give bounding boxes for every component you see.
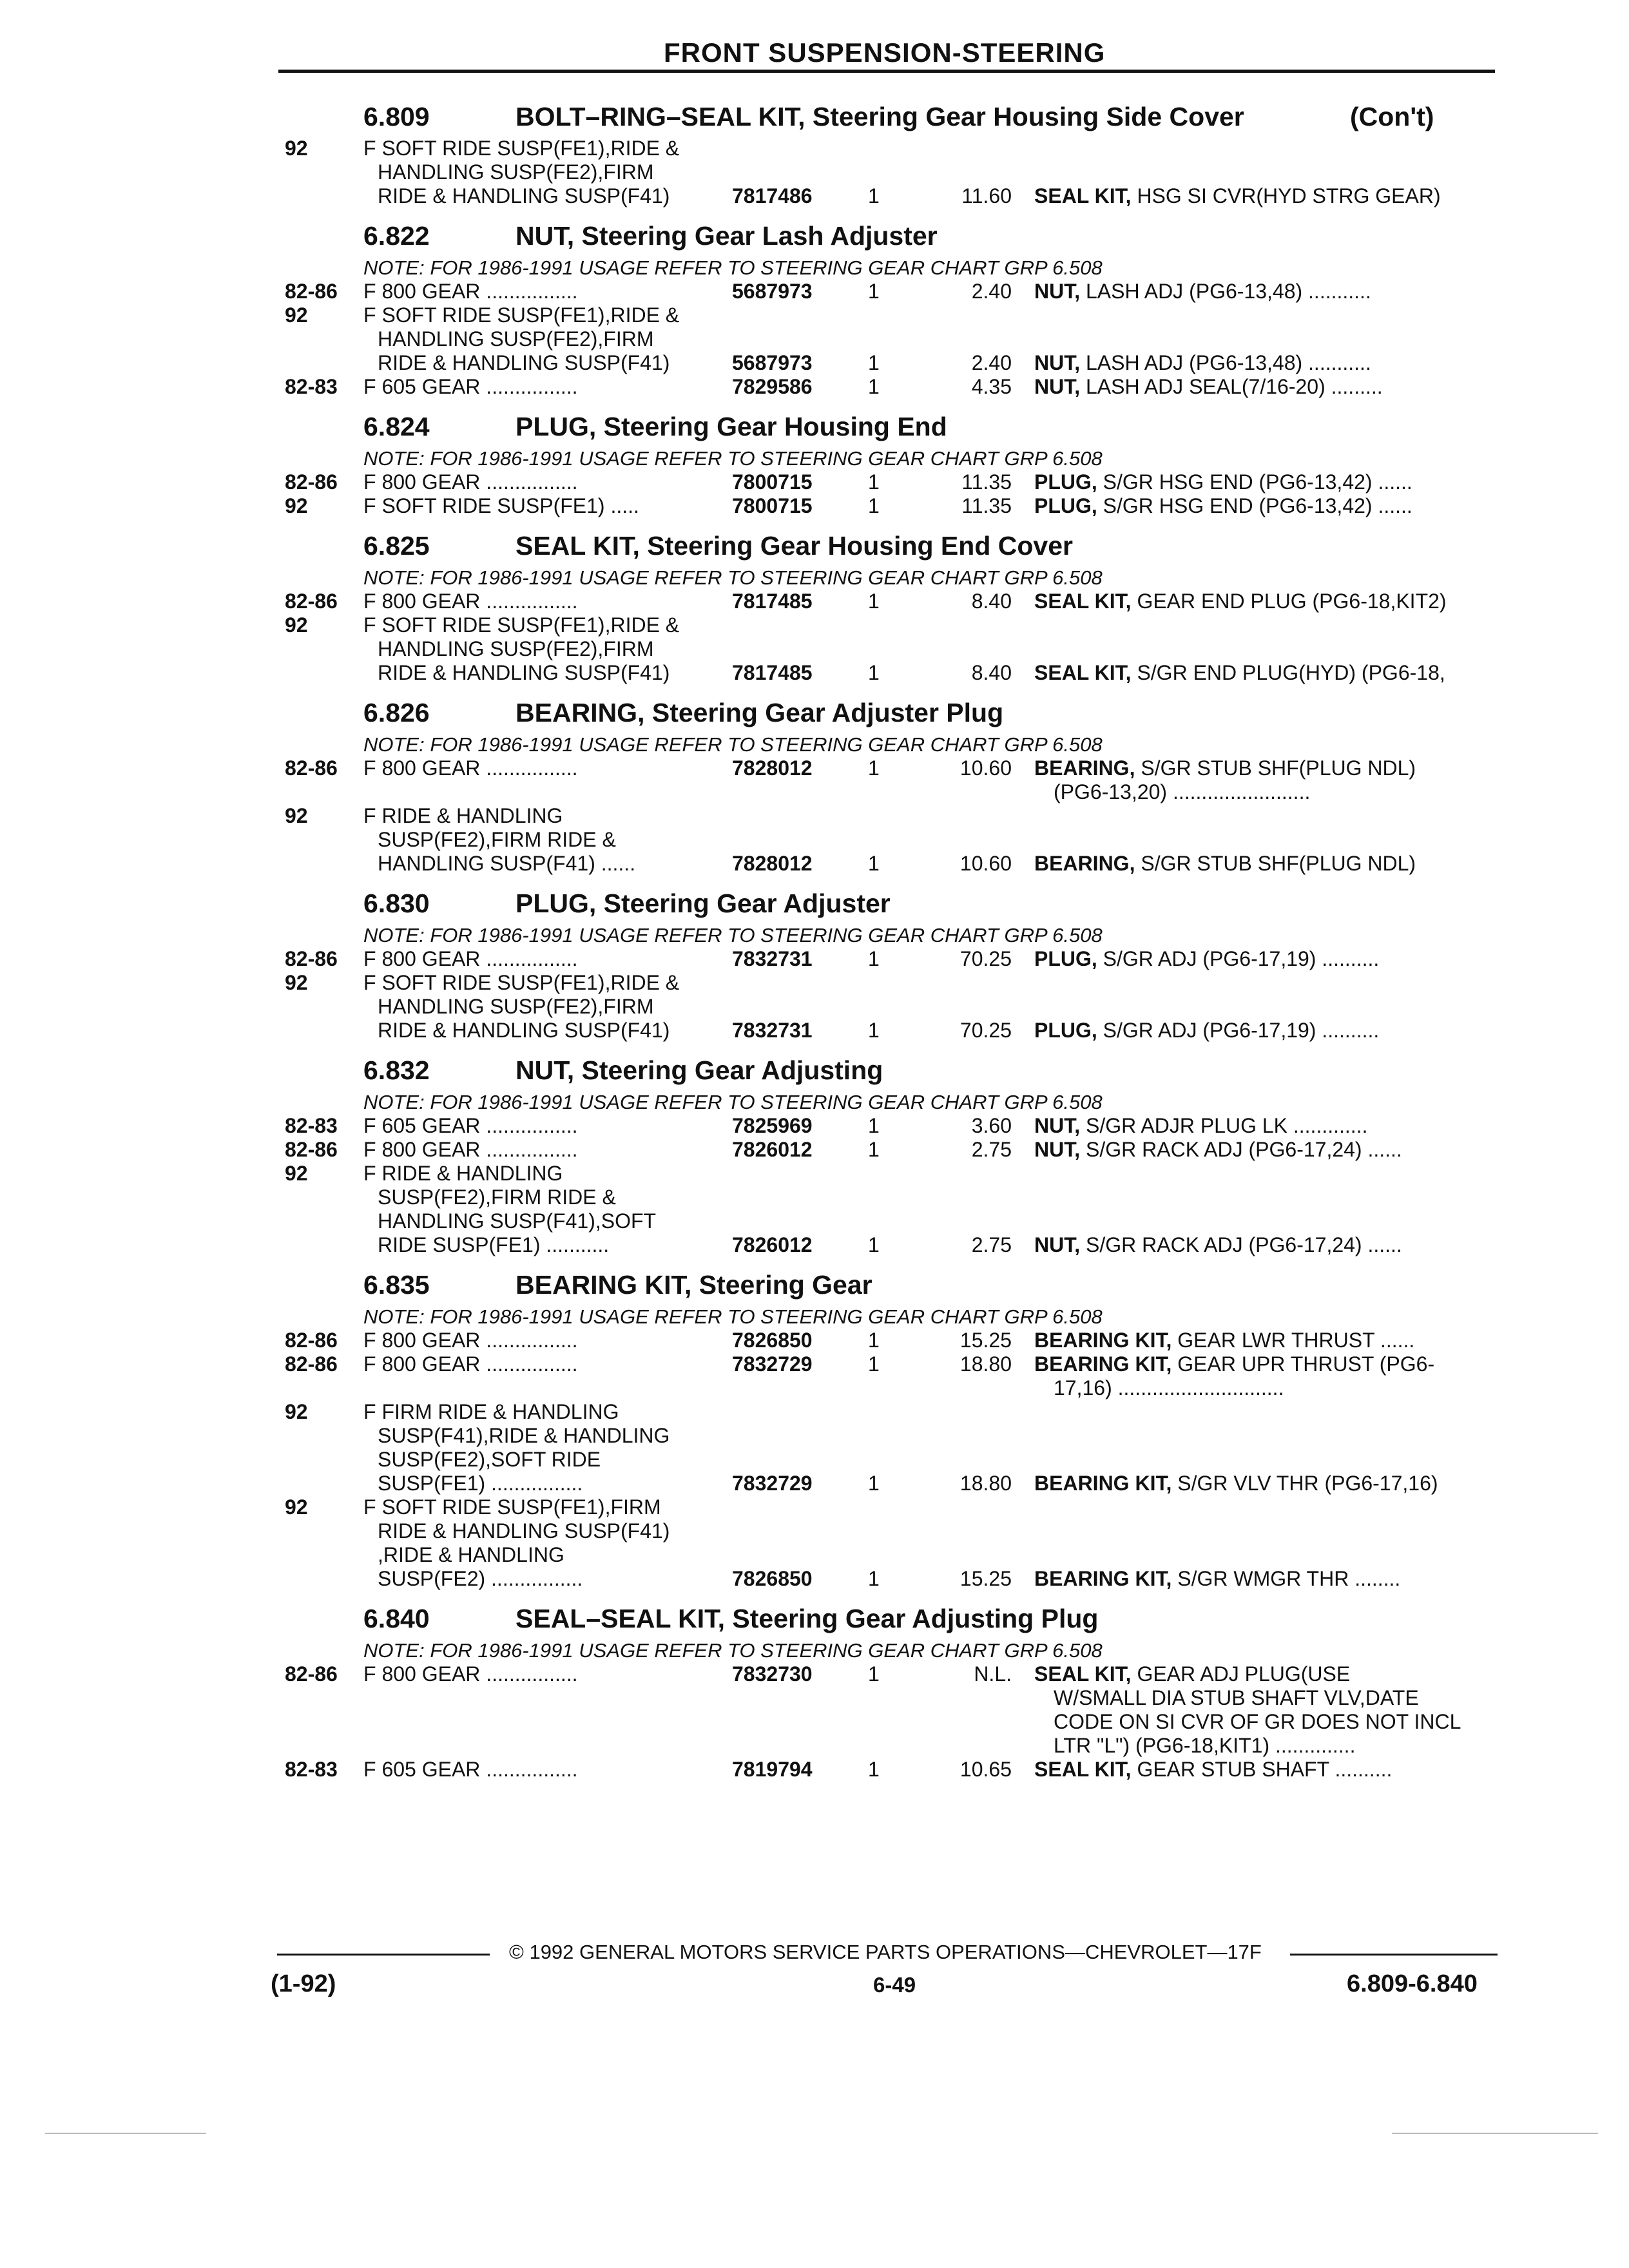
application-description: SUSP(FE2),SOFT RIDE bbox=[378, 1448, 601, 1471]
item-description bbox=[1034, 1233, 1402, 1257]
application-description: F 800 GEAR ................ bbox=[363, 1352, 578, 1376]
application-description: F SOFT RIDE SUSP(FE1) ..... bbox=[363, 494, 639, 517]
section-note: NOTE: FOR 1986-1991 USAGE REFER TO STEERING GEAR CHART GRP 6.508 bbox=[363, 447, 1103, 470]
model-year: 82-86 bbox=[285, 947, 338, 970]
item-detail: (PG6-13,20) ........................ bbox=[1054, 780, 1311, 803]
table-row bbox=[277, 1734, 1501, 1758]
footer-rule-left bbox=[277, 1954, 490, 1956]
item-description bbox=[1054, 1710, 1461, 1734]
item-name: PLUG, bbox=[1034, 1019, 1097, 1042]
quantity: 1 bbox=[868, 1138, 880, 1161]
section-heading bbox=[277, 1270, 1501, 1300]
item-name: SEAL KIT, bbox=[1034, 661, 1132, 684]
application-description: SUSP(FE1) ................ bbox=[378, 1472, 583, 1495]
item-name: SEAL KIT, bbox=[1034, 184, 1132, 207]
item-description bbox=[1034, 494, 1412, 518]
price: 11.60 bbox=[961, 184, 1012, 207]
section-number: 6.824 bbox=[363, 412, 430, 441]
table-row bbox=[277, 1686, 1501, 1710]
application-description: HANDLING SUSP(FE2),FIRM bbox=[378, 160, 654, 184]
item-name: BEARING, bbox=[1034, 852, 1135, 875]
quantity: 1 bbox=[868, 661, 880, 684]
quantity: 1 bbox=[868, 756, 880, 780]
item-description bbox=[1034, 756, 1416, 780]
application-description: F 800 GEAR ................ bbox=[363, 1138, 578, 1161]
section-note: NOTE: FOR 1986-1991 USAGE REFER TO STEERING GEAR CHART GRP 6.508 bbox=[363, 1091, 1103, 1113]
item-description bbox=[1034, 1352, 1434, 1376]
section-title: BEARING KIT, Steering Gear bbox=[516, 1270, 872, 1300]
part-number: 7828012 bbox=[732, 852, 813, 875]
item-description bbox=[1054, 1686, 1419, 1710]
item-description bbox=[1034, 1114, 1367, 1138]
price: N.L. bbox=[974, 1662, 1012, 1686]
table-row bbox=[277, 1329, 1501, 1352]
item-detail: W/SMALL DIA STUB SHAFT VLV,DATE bbox=[1054, 1686, 1419, 1709]
item-detail: S/GR RACK ADJ (PG6-17,24) ...... bbox=[1086, 1233, 1402, 1256]
price: 10.60 bbox=[959, 852, 1012, 875]
item-description bbox=[1054, 780, 1310, 804]
application-description: F 800 GEAR ................ bbox=[363, 1329, 578, 1352]
table-row bbox=[277, 590, 1501, 613]
table-row bbox=[277, 160, 1501, 184]
item-detail: GEAR END PLUG (PG6-18,KIT2) bbox=[1137, 590, 1447, 613]
section-title: SEAL–SEAL KIT, Steering Gear Adjusting Plug bbox=[516, 1604, 1099, 1633]
application-description: SUSP(FE2) ................ bbox=[378, 1567, 583, 1590]
item-detail: S/GR STUB SHF(PLUG NDL) bbox=[1141, 756, 1416, 780]
table-row bbox=[277, 137, 1501, 160]
item-name: PLUG, bbox=[1034, 470, 1097, 494]
item-detail: LASH ADJ SEAL(7/16-20) ......... bbox=[1086, 375, 1383, 398]
item-description bbox=[1034, 1662, 1350, 1686]
item-detail: S/GR HSG END (PG6-13,42) ...... bbox=[1103, 494, 1412, 517]
application-description: F 800 GEAR ................ bbox=[363, 280, 578, 303]
application-description: F 800 GEAR ................ bbox=[363, 756, 578, 780]
item-detail: S/GR ADJR PLUG LK ............. bbox=[1086, 1114, 1368, 1137]
part-number: 7819794 bbox=[732, 1758, 813, 1781]
table-row bbox=[277, 756, 1501, 780]
table-row bbox=[277, 1472, 1501, 1495]
model-year: 82-86 bbox=[285, 1329, 338, 1352]
model-year: 82-86 bbox=[285, 1352, 338, 1376]
section-title: BOLT–RING–SEAL KIT, Steering Gear Housing Side Cover bbox=[516, 102, 1244, 131]
price: 2.40 bbox=[971, 280, 1012, 303]
table-row bbox=[277, 184, 1501, 208]
section-number: 6.830 bbox=[363, 889, 430, 918]
application-description: F SOFT RIDE SUSP(FE1),RIDE & bbox=[363, 303, 680, 327]
table-row bbox=[277, 1400, 1501, 1424]
table-row bbox=[277, 1162, 1501, 1186]
item-detail: CODE ON SI CVR OF GR DOES NOT INCL bbox=[1054, 1710, 1461, 1733]
item-description bbox=[1034, 947, 1379, 971]
parts-listing bbox=[277, 89, 1501, 1782]
model-year: 92 bbox=[285, 1495, 308, 1519]
application-description: F 800 GEAR ................ bbox=[363, 590, 578, 613]
model-year: 92 bbox=[285, 613, 308, 637]
part-number: 7817485 bbox=[732, 590, 813, 613]
page-header-title: FRONT SUSPENSION-STEERING bbox=[664, 37, 1106, 68]
model-year: 92 bbox=[285, 1162, 308, 1185]
item-name: BEARING, bbox=[1034, 756, 1135, 780]
price: 2.40 bbox=[971, 351, 1012, 374]
price: 4.35 bbox=[971, 375, 1012, 398]
model-year: 92 bbox=[285, 137, 308, 160]
price: 8.40 bbox=[971, 661, 1012, 684]
item-description bbox=[1034, 1567, 1400, 1591]
item-detail: HSG SI CVR(HYD STRG GEAR) bbox=[1137, 184, 1441, 207]
table-row bbox=[277, 1376, 1501, 1400]
price: 18.80 bbox=[959, 1352, 1012, 1376]
quantity: 1 bbox=[868, 947, 880, 970]
item-name: NUT, bbox=[1034, 1114, 1081, 1137]
price: 8.40 bbox=[971, 590, 1012, 613]
part-number: 7825969 bbox=[732, 1114, 813, 1137]
section-heading bbox=[277, 889, 1501, 918]
application-description: F SOFT RIDE SUSP(FE1),RIDE & bbox=[363, 137, 680, 160]
item-description bbox=[1034, 280, 1371, 303]
section-heading bbox=[277, 1604, 1501, 1633]
table-row bbox=[277, 494, 1501, 518]
item-detail: S/GR HSG END (PG6-13,42) ...... bbox=[1103, 470, 1412, 494]
application-description: RIDE & HANDLING SUSP(F41) bbox=[378, 661, 670, 684]
application-description: SUSP(FE2),FIRM RIDE & bbox=[378, 828, 616, 851]
item-name: NUT, bbox=[1034, 280, 1081, 303]
application-description: F 800 GEAR ................ bbox=[363, 947, 578, 970]
scan-mark-left bbox=[45, 2133, 206, 2134]
item-detail: S/GR WMGR THR ........ bbox=[1177, 1567, 1401, 1590]
model-year: 82-86 bbox=[285, 1662, 338, 1686]
quantity: 1 bbox=[868, 1662, 880, 1686]
table-row bbox=[277, 1567, 1501, 1591]
application-description: F FIRM RIDE & HANDLING bbox=[363, 1400, 619, 1423]
item-name: BEARING KIT, bbox=[1034, 1352, 1172, 1376]
section-note: NOTE: FOR 1986-1991 USAGE REFER TO STEERING GEAR CHART GRP 6.508 bbox=[363, 733, 1103, 756]
item-description bbox=[1034, 1758, 1392, 1782]
section-heading bbox=[277, 102, 1501, 131]
header-rule bbox=[278, 70, 1495, 73]
model-year: 92 bbox=[285, 303, 308, 327]
application-description: F 800 GEAR ................ bbox=[363, 1662, 578, 1686]
section-note: NOTE: FOR 1986-1991 USAGE REFER TO STEERING GEAR CHART GRP 6.508 bbox=[363, 256, 1103, 279]
quantity: 1 bbox=[868, 1567, 880, 1590]
application-description: F 605 GEAR ................ bbox=[363, 1114, 578, 1137]
table-row bbox=[277, 995, 1501, 1019]
part-number: 7826850 bbox=[732, 1567, 813, 1590]
price: 11.35 bbox=[961, 494, 1012, 517]
table-row bbox=[277, 1352, 1501, 1376]
section-title: NUT, Steering Gear Lash Adjuster bbox=[516, 221, 938, 251]
quantity: 1 bbox=[868, 1233, 880, 1256]
quantity: 1 bbox=[868, 1019, 880, 1042]
quantity: 1 bbox=[868, 351, 880, 374]
table-row bbox=[277, 661, 1501, 685]
application-description: ,RIDE & HANDLING bbox=[378, 1543, 564, 1566]
part-number: 7817485 bbox=[732, 661, 813, 684]
part-number: 7832729 bbox=[732, 1472, 813, 1495]
item-description bbox=[1034, 470, 1412, 494]
section-number: 6.822 bbox=[363, 221, 430, 251]
part-number: 7832730 bbox=[732, 1662, 813, 1686]
table-row bbox=[277, 280, 1501, 303]
application-description: F SOFT RIDE SUSP(FE1),RIDE & bbox=[363, 971, 680, 994]
model-year: 92 bbox=[285, 1400, 308, 1423]
item-description bbox=[1034, 375, 1383, 399]
model-year: 82-83 bbox=[285, 1114, 338, 1137]
table-row bbox=[277, 852, 1501, 876]
item-detail: LTR "L") (PG6-18,KIT1) .............. bbox=[1054, 1734, 1356, 1757]
item-name: NUT, bbox=[1034, 1233, 1081, 1256]
part-number: 7832729 bbox=[732, 1352, 813, 1376]
quantity: 1 bbox=[868, 1329, 880, 1352]
application-description: RIDE & HANDLING SUSP(F41) bbox=[378, 184, 670, 207]
quantity: 1 bbox=[868, 1114, 880, 1137]
price: 15.25 bbox=[959, 1567, 1012, 1590]
item-detail: S/GR VLV THR (PG6-17,16) bbox=[1177, 1472, 1438, 1495]
item-detail: GEAR ADJ PLUG(USE bbox=[1137, 1662, 1351, 1686]
section-heading bbox=[277, 221, 1501, 251]
section-note: NOTE: FOR 1986-1991 USAGE REFER TO STEERING GEAR CHART GRP 6.508 bbox=[363, 1639, 1103, 1662]
part-number: 7800715 bbox=[732, 494, 813, 517]
quantity: 1 bbox=[868, 590, 880, 613]
section-heading bbox=[277, 531, 1501, 561]
part-number: 7826012 bbox=[732, 1233, 813, 1256]
footer-copyright: © 1992 GENERAL MOTORS SERVICE PARTS OPERATIONS—CHEVROLET—17F bbox=[509, 1941, 1262, 1963]
price: 18.80 bbox=[959, 1472, 1012, 1495]
footer-rule-right bbox=[1290, 1954, 1498, 1956]
table-row bbox=[277, 637, 1501, 661]
model-year: 82-86 bbox=[285, 590, 338, 613]
quantity: 1 bbox=[868, 1472, 880, 1495]
price: 70.25 bbox=[959, 1019, 1012, 1042]
application-description: HANDLING SUSP(F41) ...... bbox=[378, 852, 636, 875]
section-note: NOTE: FOR 1986-1991 USAGE REFER TO STEERING GEAR CHART GRP 6.508 bbox=[363, 566, 1103, 589]
item-detail: S/GR STUB SHF(PLUG NDL) bbox=[1141, 852, 1416, 875]
item-name: SEAL KIT, bbox=[1034, 1662, 1132, 1686]
item-name: PLUG, bbox=[1034, 947, 1097, 970]
part-number: 7826012 bbox=[732, 1138, 813, 1161]
application-description: HANDLING SUSP(F41),SOFT bbox=[378, 1209, 657, 1233]
model-year: 92 bbox=[285, 494, 308, 517]
item-name: NUT, bbox=[1034, 351, 1081, 374]
model-year: 92 bbox=[285, 971, 308, 994]
table-row bbox=[277, 804, 1501, 828]
item-description bbox=[1034, 1329, 1414, 1352]
item-description bbox=[1034, 1472, 1438, 1495]
application-description: RIDE SUSP(FE1) ........... bbox=[378, 1233, 610, 1256]
quantity: 1 bbox=[868, 494, 880, 517]
item-detail: S/GR ADJ (PG6-17,19) .......... bbox=[1103, 947, 1380, 970]
table-row bbox=[277, 1424, 1501, 1448]
quantity: 1 bbox=[868, 1352, 880, 1376]
model-year: 82-86 bbox=[285, 280, 338, 303]
table-row bbox=[277, 1519, 1501, 1543]
price: 11.35 bbox=[961, 470, 1012, 494]
footer-group-range: 6.809-6.840 bbox=[1347, 1970, 1478, 1997]
part-number: 7832731 bbox=[732, 947, 813, 970]
item-detail: S/GR END PLUG(HYD) (PG6-18, bbox=[1137, 661, 1445, 684]
application-description: SUSP(FE2),FIRM RIDE & bbox=[378, 1186, 616, 1209]
application-description: F RIDE & HANDLING bbox=[363, 804, 563, 827]
part-number: 5687973 bbox=[732, 351, 813, 374]
section-note: NOTE: FOR 1986-1991 USAGE REFER TO STEERING GEAR CHART GRP 6.508 bbox=[363, 924, 1103, 947]
application-description: F RIDE & HANDLING bbox=[363, 1162, 563, 1185]
application-description: F 605 GEAR ................ bbox=[363, 375, 578, 398]
application-description: F 800 GEAR ................ bbox=[363, 470, 578, 494]
item-description bbox=[1034, 1019, 1379, 1043]
part-number: 7800715 bbox=[732, 470, 813, 494]
item-name: SEAL KIT, bbox=[1034, 590, 1132, 613]
section-title: NUT, Steering Gear Adjusting bbox=[516, 1055, 883, 1085]
item-description bbox=[1034, 590, 1447, 613]
table-row bbox=[277, 1448, 1501, 1472]
application-description: F SOFT RIDE SUSP(FE1),RIDE & bbox=[363, 613, 680, 637]
scan-mark-right bbox=[1392, 2133, 1598, 2134]
footer-date: (1-92) bbox=[271, 1970, 336, 1997]
table-row bbox=[277, 1114, 1501, 1138]
quantity: 1 bbox=[868, 375, 880, 398]
model-year: 82-83 bbox=[285, 375, 338, 398]
model-year: 82-86 bbox=[285, 470, 338, 494]
table-row bbox=[277, 327, 1501, 351]
item-name: BEARING KIT, bbox=[1034, 1567, 1172, 1590]
item-detail: LASH ADJ (PG6-13,48) ........... bbox=[1086, 280, 1371, 303]
section-title: BEARING, Steering Gear Adjuster Plug bbox=[516, 698, 1004, 727]
table-row bbox=[277, 780, 1501, 804]
table-row bbox=[277, 947, 1501, 971]
price: 2.75 bbox=[971, 1233, 1012, 1256]
section-title: PLUG, Steering Gear Adjuster bbox=[516, 889, 891, 918]
part-number: 5687973 bbox=[732, 280, 813, 303]
application-description: F SOFT RIDE SUSP(FE1),FIRM bbox=[363, 1495, 661, 1519]
quantity: 1 bbox=[868, 1758, 880, 1781]
section-heading bbox=[277, 698, 1501, 727]
section-number: 6.835 bbox=[363, 1270, 430, 1300]
item-detail: GEAR UPR THRUST (PG6- bbox=[1177, 1352, 1435, 1376]
part-number: 7828012 bbox=[732, 756, 813, 780]
model-year: 82-86 bbox=[285, 756, 338, 780]
price: 70.25 bbox=[959, 947, 1012, 970]
item-description bbox=[1054, 1734, 1355, 1758]
section-heading bbox=[277, 1055, 1501, 1085]
item-description bbox=[1034, 351, 1371, 375]
application-description: HANDLING SUSP(FE2),FIRM bbox=[378, 327, 654, 351]
table-row bbox=[277, 1019, 1501, 1043]
quantity: 1 bbox=[868, 280, 880, 303]
table-row bbox=[277, 1495, 1501, 1519]
table-row bbox=[277, 1186, 1501, 1209]
item-name: BEARING KIT, bbox=[1034, 1472, 1172, 1495]
table-row bbox=[277, 303, 1501, 327]
item-description bbox=[1034, 661, 1445, 685]
part-number: 7826850 bbox=[732, 1329, 813, 1352]
table-row bbox=[277, 1662, 1501, 1686]
table-row bbox=[277, 1138, 1501, 1162]
item-name: BEARING KIT, bbox=[1034, 1329, 1172, 1352]
price: 2.75 bbox=[971, 1138, 1012, 1161]
application-description: SUSP(F41),RIDE & HANDLING bbox=[378, 1424, 670, 1447]
quantity: 1 bbox=[868, 184, 880, 207]
table-row bbox=[277, 1209, 1501, 1233]
item-description bbox=[1034, 852, 1416, 876]
table-row bbox=[277, 971, 1501, 995]
price: 15.25 bbox=[959, 1329, 1012, 1352]
section-number: 6.826 bbox=[363, 698, 430, 727]
item-description bbox=[1034, 1138, 1402, 1162]
item-name: SEAL KIT, bbox=[1034, 1758, 1132, 1781]
application-description: HANDLING SUSP(FE2),FIRM bbox=[378, 995, 654, 1018]
application-description: F 605 GEAR ................ bbox=[363, 1758, 578, 1781]
item-name: PLUG, bbox=[1034, 494, 1097, 517]
item-detail: S/GR RACK ADJ (PG6-17,24) ...... bbox=[1086, 1138, 1402, 1161]
quantity: 1 bbox=[868, 852, 880, 875]
table-row bbox=[277, 828, 1501, 852]
table-row bbox=[277, 1233, 1501, 1257]
application-description: RIDE & HANDLING SUSP(F41) bbox=[378, 351, 670, 374]
item-description bbox=[1034, 184, 1441, 208]
item-detail: GEAR LWR THRUST ...... bbox=[1177, 1329, 1415, 1352]
table-row bbox=[277, 1710, 1501, 1734]
price: 10.60 bbox=[959, 756, 1012, 780]
model-year: 92 bbox=[285, 804, 308, 827]
section-number: 6.809 bbox=[363, 102, 430, 131]
item-detail: S/GR ADJ (PG6-17,19) .......... bbox=[1103, 1019, 1380, 1042]
section-number: 6.840 bbox=[363, 1604, 430, 1633]
table-row bbox=[277, 351, 1501, 375]
table-row bbox=[277, 375, 1501, 399]
model-year: 82-86 bbox=[285, 1138, 338, 1161]
price: 3.60 bbox=[971, 1114, 1012, 1137]
section-note: NOTE: FOR 1986-1991 USAGE REFER TO STEERING GEAR CHART GRP 6.508 bbox=[363, 1305, 1103, 1328]
application-description: HANDLING SUSP(FE2),FIRM bbox=[378, 637, 654, 660]
section-number: 6.825 bbox=[363, 531, 430, 561]
quantity: 1 bbox=[868, 470, 880, 494]
part-number: 7832731 bbox=[732, 1019, 813, 1042]
table-row bbox=[277, 470, 1501, 494]
section-title: PLUG, Steering Gear Housing End bbox=[516, 412, 947, 441]
item-name: NUT, bbox=[1034, 375, 1081, 398]
item-detail: GEAR STUB SHAFT .......... bbox=[1137, 1758, 1393, 1781]
section-continued: (Con't) bbox=[1350, 102, 1434, 131]
footer-page-number: 6-49 bbox=[873, 1973, 916, 1997]
price: 10.65 bbox=[959, 1758, 1012, 1781]
item-detail: 17,16) ............................. bbox=[1054, 1376, 1284, 1399]
table-row bbox=[277, 1543, 1501, 1567]
table-row bbox=[277, 1758, 1501, 1782]
application-description: RIDE & HANDLING SUSP(F41) bbox=[378, 1519, 670, 1542]
section-title: SEAL KIT, Steering Gear Housing End Cover bbox=[516, 531, 1073, 561]
application-description: RIDE & HANDLING SUSP(F41) bbox=[378, 1019, 670, 1042]
item-name: NUT, bbox=[1034, 1138, 1081, 1161]
part-number: 7829586 bbox=[732, 375, 813, 398]
item-description bbox=[1054, 1376, 1284, 1400]
section-heading bbox=[277, 412, 1501, 441]
section-number: 6.832 bbox=[363, 1055, 430, 1085]
part-number: 7817486 bbox=[732, 184, 813, 207]
table-row bbox=[277, 613, 1501, 637]
model-year: 82-83 bbox=[285, 1758, 338, 1781]
item-detail: LASH ADJ (PG6-13,48) ........... bbox=[1086, 351, 1371, 374]
